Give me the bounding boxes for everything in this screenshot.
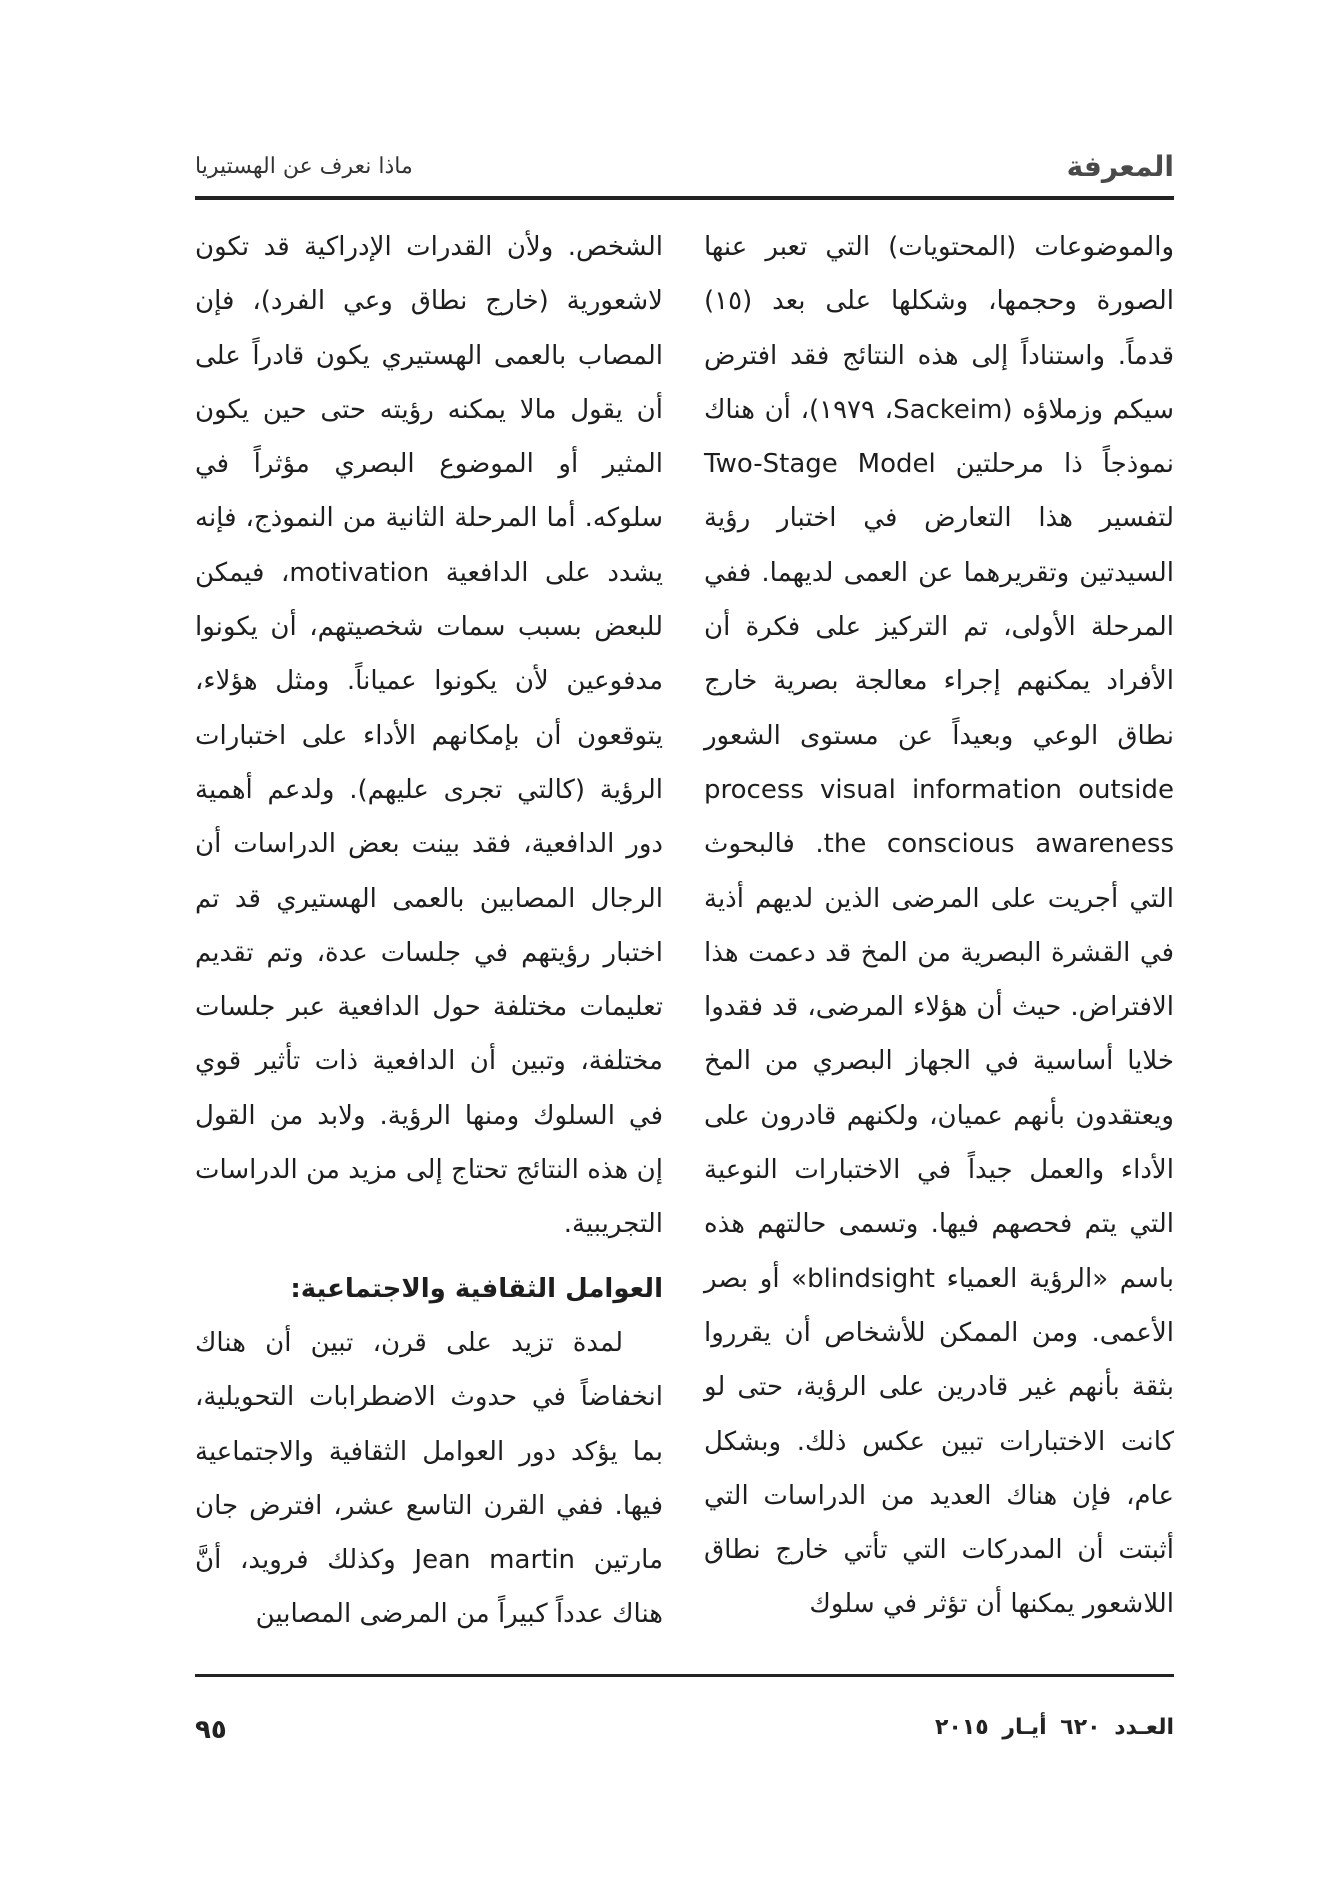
section-heading: العوامل الثقافية والاجتماعية:: [290, 1273, 663, 1304]
page-footer: [195, 1715, 1174, 1755]
running-title: ماذا نعرف عن الهستيريا: [195, 154, 413, 179]
body-paragraph: والموضوعات (المحتويات) التي تعبر عنها الصورة وحجمها، وشكلها على بعد (١٥) قدماً. واستناداً إلى هذه النتائج فقد افترض سيكم وزملاؤه (Sackeim، ١٩٧٩)، أن هناك نموذجاً ذا مرحلتين Two-Stage Model لتفسير هذا التعارض في اختبار رؤية السيدتين وتقريرهما عن العمى لديهما. ففي المرحلة الأولى، تم التركيز على فكرة أن الأفراد يمكنهم إجراء معالجة بصرية خارج نطاق الوعي وبعيداً عن مستوى الشعور process visual information outside the conscious awareness. فالبحوث التي أجريت على المرضى الذين لديهم أذية في القشرة البصرية من المخ قد دعمت هذا الافتراض. حيث أن هؤلاء المرضى، قد فقدوا خلايا أساسية في الجهاز البصري من المخ ويعتقدون بأنهم عميان، ولكنهم قادرون على الأداء والعمل جيداً في الاختبارات النوعية التي يتم فحصهم فيها. وتسمى حالتهم هذه باسم «الرؤية العمياء blindsight» أو بصر الأعمى. ومن الممكن للأشخاص أن يقرروا بثقة بأنهم غير قادرين على الرؤية، حتى لو كانت الاختبارات تبين عكس ذلك. وبشكل عام، فإن هناك العديد من الدراسات التي أثبتت أن المدركات التي تأتي خارج نطاق اللاشعور يمكنها أن تؤثر في سلوك: [704, 232, 1175, 1620]
footer-rule: [195, 1674, 1174, 1677]
column-left: [195, 220, 663, 1670]
magazine-logo: المعرفة: [1066, 150, 1174, 183]
body-paragraph: لمدة تزيد على قرن، تبين أن هناك انخفاضاً في حدوث الاضطرابات التحويلية، بما يؤكد دور العوامل الثقافية والاجتماعية فيها. ففي القرن التاسع عشر، افترض جان مارتين Jean martin وكذلك فرويد، أنَّ هناك عدداً كبيراً من المرضى المصابين: [195, 1327, 664, 1630]
issue-info: العـدد ٦٢٠ أيـار ٢٠١٥: [935, 1715, 1174, 1740]
page-number: ٩٥: [195, 1715, 227, 1745]
header-rule: [195, 196, 1174, 200]
body-paragraph: الشخص. ولأن القدرات الإدراكية قد تكون لاشعورية (خارج نطاق وعي الفرد)، فإن المصاب بالعمى الهستيري يكون قادراً على أن يقول مالا يمكنه رؤيته حتى حين يكون المثير أو الموضوع البصري مؤثراً في سلوكه. أما المرحلة الثانية من النموذج، فإنه يشدد على الدافعية motivation، فيمكن للبعض بسبب سمات شخصيتهم، أن يكونوا مدفوعين لأن يكونوا عمياناً. ومثل هؤلاء، يتوقعون أن بإمكانهم الأداء على اختبارات الرؤية (كالتي تجرى عليهم). ولدعم أهمية دور الدافعية، فقد بينت بعض الدراسات أن الرجال المصابين بالعمى الهستيري قد تم اختبار رؤيتهم في جلسات عدة، وتم تقديم تعليمات مختلفة حول الدافعية عبر جلسات مختلفة، وتبين أن الدافعية ذات تأثير قوي في السلوك ومنها الرؤية. ولابد من القول إن هذه النتائج تحتاج إلى مزيد من الدراسات التجريبية.: [195, 232, 663, 1240]
column-right: [704, 220, 1174, 1670]
page-header: [195, 150, 1174, 190]
